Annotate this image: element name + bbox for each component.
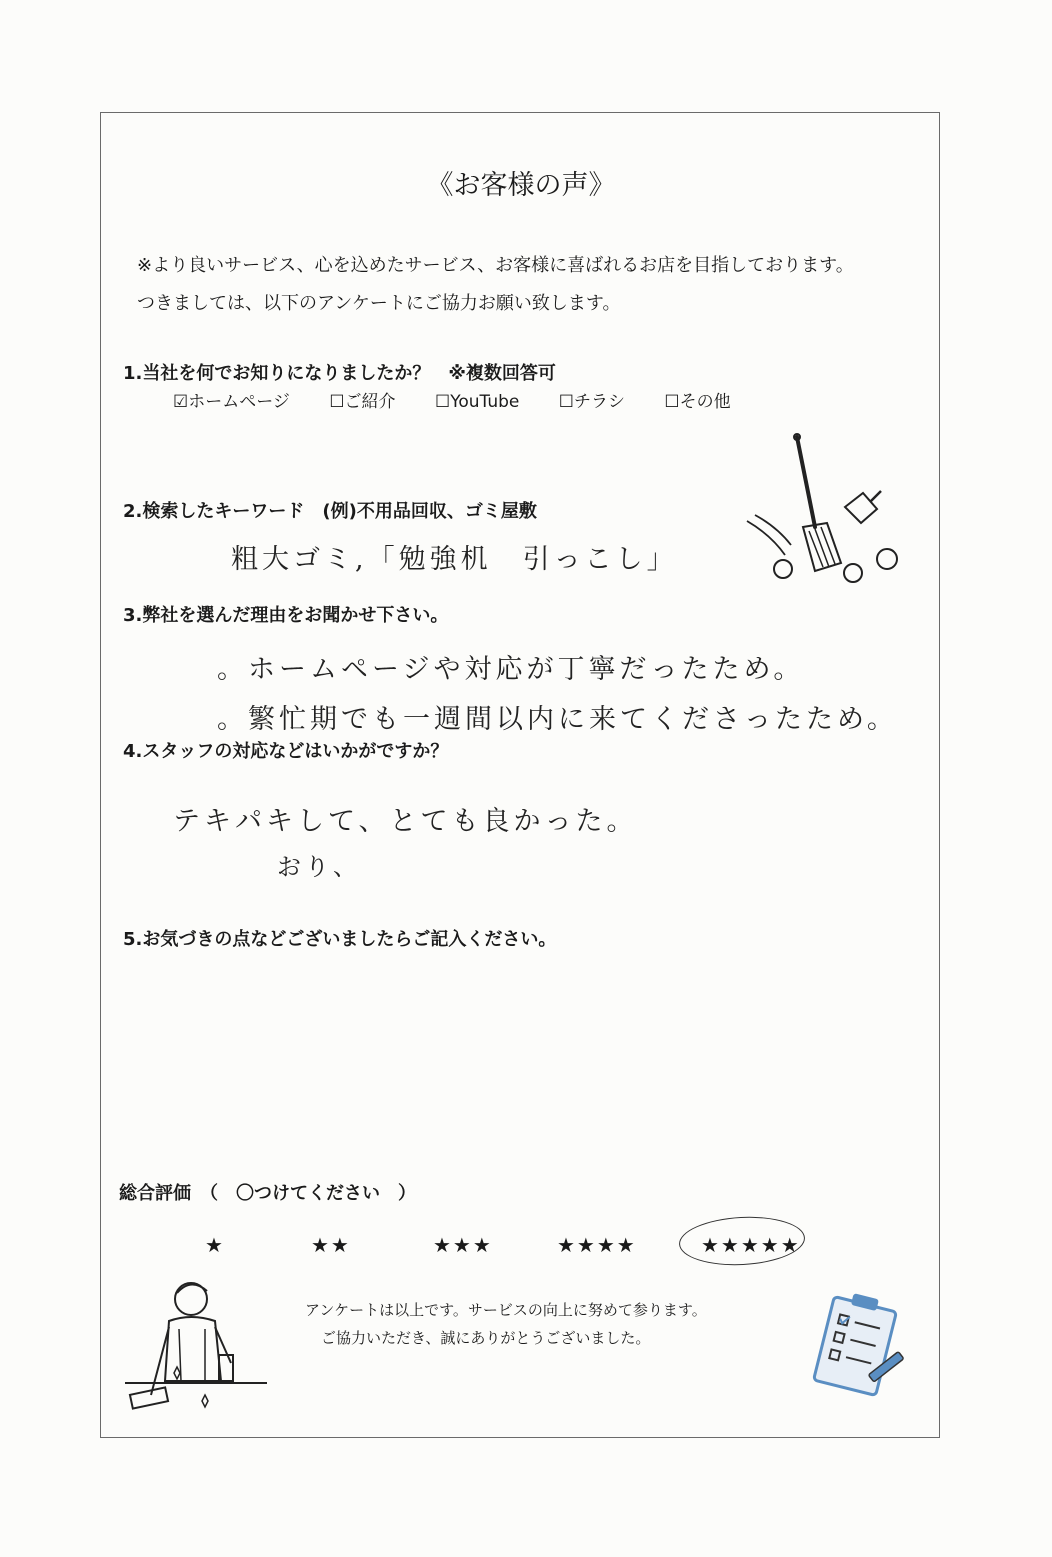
page-title: 《お客様の声》 — [426, 170, 616, 201]
question-3-label: 3.弊社を選んだ理由をお聞かせ下さい。 — [123, 605, 449, 626]
question-4-label: 4.スタッフの対応などはいかがですか？ — [123, 741, 449, 762]
intro-line-2: つきましては、以下のアンケートにご協力お願い致します。 — [137, 293, 621, 314]
overall-rating-label: 総合評価 （ 〇つけてください ） — [119, 1183, 416, 1204]
question-4-answer: テキパキして、とても良かった。 — [173, 806, 638, 837]
question-1-label: 1.当社を何でお知りになりましたか？ ※複数回答可 — [123, 363, 556, 384]
closing-line-1: アンケートは以上です。サービスの向上に努めて参ります。 — [305, 1301, 707, 1319]
rating-option-4[interactable]: ★★★★ — [557, 1233, 637, 1257]
broom-dustpan-icon — [741, 431, 921, 591]
survey-sheet — [100, 112, 940, 1438]
question-3-answer-1: 。ホームページや対応が丁寧だったため。 — [217, 654, 805, 685]
option-homepage[interactable]: ☑ホームページ — [173, 392, 290, 412]
clipboard-checklist-icon — [805, 1289, 915, 1399]
option-other[interactable]: ☐その他 — [664, 392, 731, 412]
question-3-answer-2: 。繁忙期でも一週間以内に来てくださったため。 — [217, 704, 898, 735]
closing-line-2: ご協力いただき、誠にありがとうございました。 — [321, 1329, 651, 1347]
question-5-label: 5.お気づきの点などございましたらご記入ください。 — [123, 929, 557, 950]
rating-option-3[interactable]: ★★★ — [433, 1233, 493, 1257]
intro-line-1: ※より良いサービス、心を込めたサービス、お客様に喜ばれるお店を目指しております。 — [137, 255, 854, 276]
question-2-answer: 粗大ゴミ,「勉強机 引っこし」 — [231, 544, 678, 575]
option-referral[interactable]: ☐ご紹介 — [329, 392, 396, 412]
cleaning-person-icon — [121, 1271, 271, 1421]
rating-option-5[interactable]: ★★★★★ — [701, 1233, 801, 1257]
rating-option-2[interactable]: ★★ — [311, 1233, 351, 1257]
rating-option-1[interactable]: ★ — [205, 1233, 225, 1257]
question-2-label: 2.検索したキーワード (例)不用品回収、ゴミ屋敷 — [123, 501, 537, 522]
question-4-insert: おり、 — [277, 853, 361, 881]
question-1-options — [173, 387, 765, 412]
option-youtube[interactable]: ☐YouTube — [434, 392, 520, 412]
option-flyer[interactable]: ☐チラシ — [558, 392, 625, 412]
selected-rating-circle — [678, 1214, 806, 1269]
